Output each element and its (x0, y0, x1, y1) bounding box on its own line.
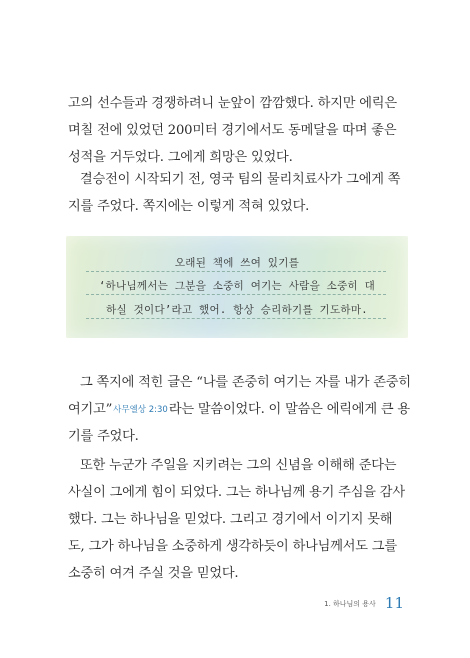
text-line: 또한 누군가 주일을 지키려는 그의 신념을 이해해 준다는 (80, 458, 397, 473)
text-line: 도, 그가 하나님을 소중하게 생각하듯이 하나님께서도 그를 (68, 539, 397, 554)
text-line: 사실이 그에게 힘이 되었다. 그는 하나님께 용기 주심을 감사 (68, 485, 405, 500)
text-line (68, 396, 408, 423)
text-line: 기를 주었다. (68, 429, 139, 444)
chapter-title: 1. 하나님의 용사 (324, 600, 376, 608)
text-line: 고의 선수들과 경쟁하려니 눈앞이 깜깜했다. 하지만 에릭은 (68, 96, 397, 111)
note-line-3: 하실 것이다’라고 했어. 항상 승리하기를 기도하마. (106, 304, 368, 316)
page-number: 11 (384, 594, 404, 612)
paragraph-3 (68, 369, 411, 450)
page-footer (324, 593, 404, 612)
note-ruled-line (86, 318, 386, 319)
scripture-reference: 사무엘상 2:30 (113, 405, 168, 415)
paragraph-2 (68, 166, 408, 220)
note-line-1: 오래된 책에 쓰여 있기를 (174, 257, 300, 269)
text-line: 소중히 여겨 주실 것을 믿었다. (68, 566, 239, 581)
note-ruled-line (86, 294, 386, 295)
paragraph-4 (68, 452, 408, 587)
text-line: 성적을 거두었다. 그에게 희망은 있었다. (68, 150, 293, 165)
note-line-2: ‘하나님께서는 그분을 소중히 여기는 사람을 소중히 대 (98, 280, 376, 292)
text-line: 결승전이 시작되기 전, 영국 팀의 물리치료사가 그에게 쪽 (80, 172, 401, 187)
handwritten-note-box (66, 236, 408, 338)
text-line: 지를 주었다. 쪽지에는 이렇게 적혀 있었다. (68, 199, 310, 214)
text-line: 그 쪽지에 적힌 글은 “나를 존중히 여기는 자를 내가 존중히 (80, 375, 411, 390)
text-segment: 라는 말씀이었다. 이 말씀은 에릭에게 큰 용 (168, 402, 410, 417)
text-line: 했다. 그는 하나님을 믿었다. 그리고 경기에서 이기지 못해 (68, 512, 393, 527)
text-line: 며칠 전에 있었던 200미터 경기에서도 동메달을 따며 좋은 (68, 123, 397, 138)
paragraph-1 (68, 90, 408, 171)
note-ruled-line (86, 271, 386, 272)
text-segment: 여기고” (68, 402, 113, 417)
